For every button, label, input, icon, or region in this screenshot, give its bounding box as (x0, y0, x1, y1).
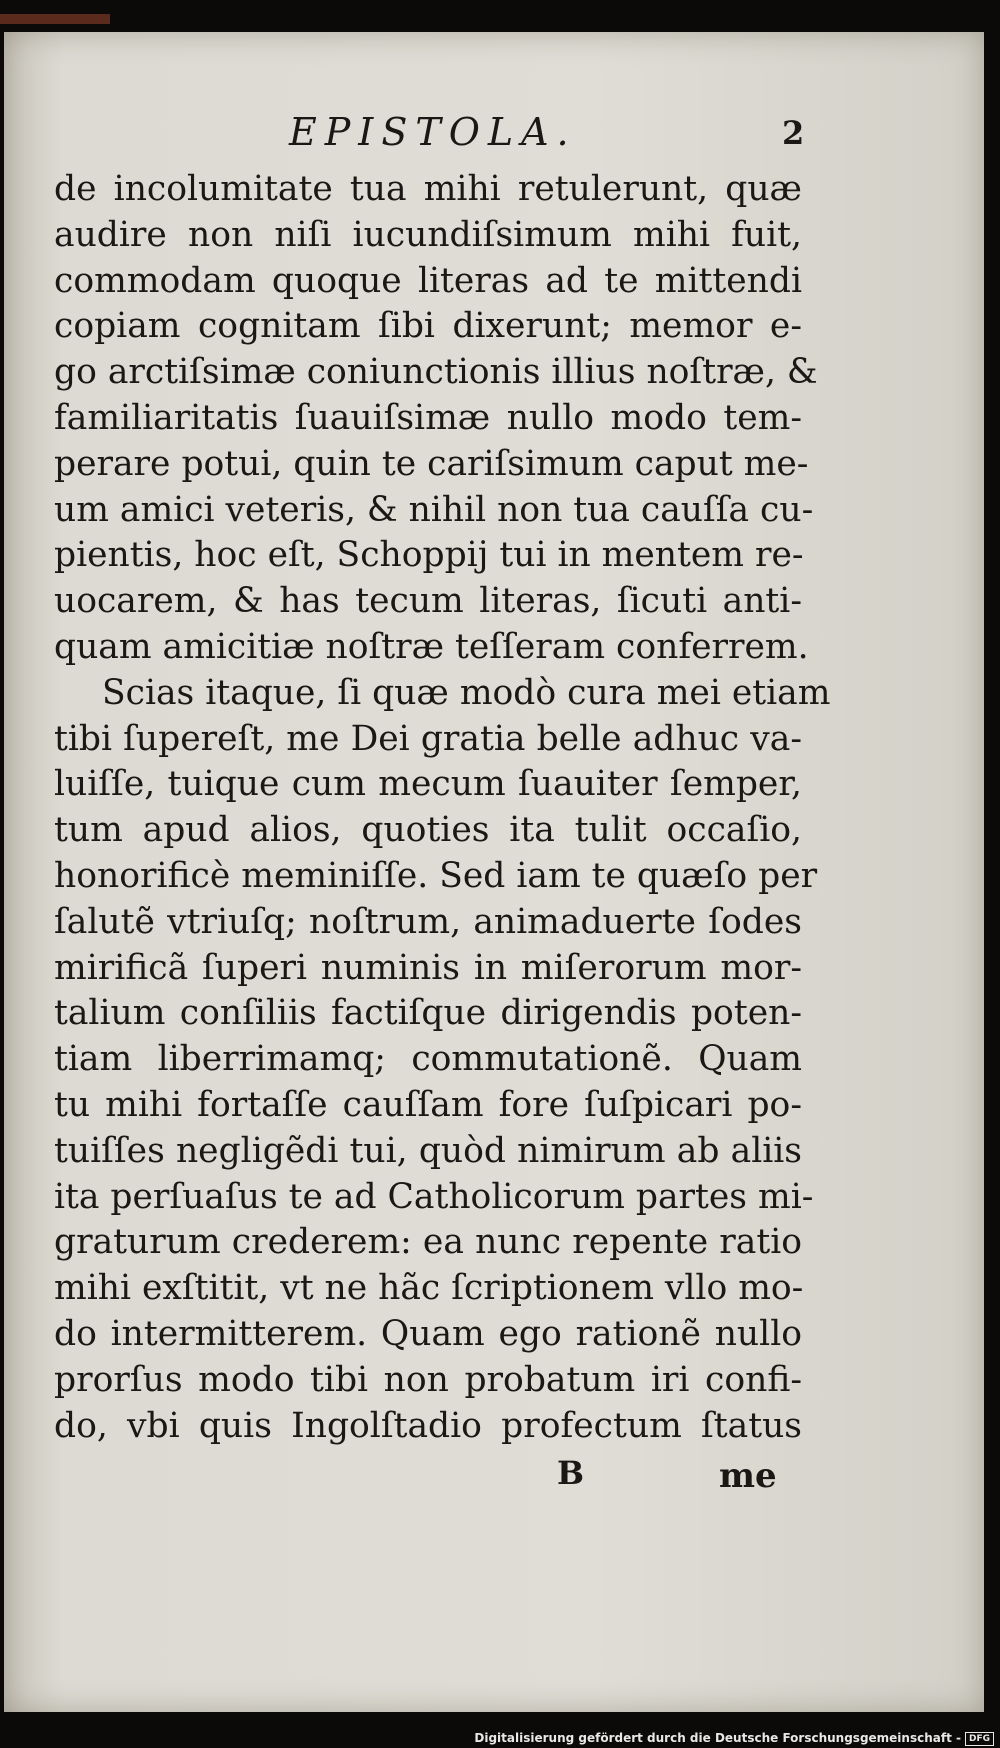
text-line: perare potui, quin te cariſsimum caput me- (54, 443, 809, 484)
text-line: tiam liberrimamq; commutationẽ. Quam (54, 1039, 802, 1080)
text-line: do, vbi quis Ingolſtadio profectum ſtatus (54, 1405, 802, 1446)
text-line: commodam quoque literas ad te mittendi (54, 260, 802, 301)
credit-text: Digitalisierung gefördert durch die Deutsche Forschungsgemeinschaft - (474, 1731, 961, 1745)
page-number: 2 (782, 114, 805, 152)
text-line: copiam cognitam ſibi dixerunt; memor e- (54, 306, 802, 347)
text-line: ſalutẽ vtriuſq; noſtrum, animaduerte ſodes (54, 901, 802, 942)
binding-strip (0, 14, 110, 24)
text-line: do intermitterem. Quam ego rationẽ nullo (54, 1313, 802, 1354)
text-line: mihi exſtitit, vt ne hãc ſcriptionem vllo mo- (54, 1268, 804, 1309)
signature-mark: B (557, 1454, 585, 1492)
text-line: graturum crederem: ea nunc repente ratio (54, 1222, 802, 1263)
digitization-credit (0, 1728, 1000, 1748)
text-line: prorſus modo tibi non probatum iri confi- (54, 1359, 802, 1400)
catchword: me (719, 1456, 777, 1496)
text-line: talium conſiliis factiſque dirigendis poten- (54, 993, 802, 1034)
dfg-logo-icon: DFG (965, 1732, 994, 1746)
text-line: uocarem, & has tecum literas, ſicuti anti- (54, 581, 802, 622)
text-line: ita perſuaſus te ad Catholicorum partes mi- (54, 1176, 814, 1217)
running-title: EPISTOLA. (289, 110, 577, 154)
text-line: luiſſe, tuique cum mecum ſuauiter ſemper, (54, 764, 802, 805)
text-line: de incolumitate tua mihi retulerunt, quæ (54, 169, 802, 209)
text-line: um amici veteris, & nihil non tua cauſſa cu- (54, 489, 814, 530)
text-line: quam amicitiæ noſtræ teſſeram conferrem. (54, 626, 809, 667)
text-line: tuiſſes negligẽdi tui, quòd nimirum ab aliis (54, 1130, 802, 1171)
text-line: Scias itaque, ſi quæ modò cura mei etiam (102, 672, 831, 713)
book-page (4, 32, 984, 1712)
text-line: tu mihi fortaſſe cauſſam fore ſuſpicari po- (54, 1084, 802, 1125)
text-line: honorificè meminiſſe. Sed iam te quæſo per (54, 855, 818, 896)
text-line: mirificã ſuperi numinis in miſerorum mor- (54, 947, 802, 988)
text-line: tum apud alios, quoties ita tulit occaſio, (54, 810, 802, 851)
text-line: pientis, hoc eſt, Schoppij tui in mentem re- (54, 535, 804, 576)
body-text (54, 167, 831, 1449)
text-line: familiaritatis ſuauiſsimæ nullo modo tem- (54, 397, 802, 438)
text-line: audire non niſi iucundiſsimum mihi fuit, (54, 214, 802, 255)
text-line: tibi ſupereſt, me Dei gratia belle adhuc va- (54, 718, 802, 759)
text-line: go arctiſsimæ coniunctionis illius noſtræ, & (54, 352, 818, 393)
